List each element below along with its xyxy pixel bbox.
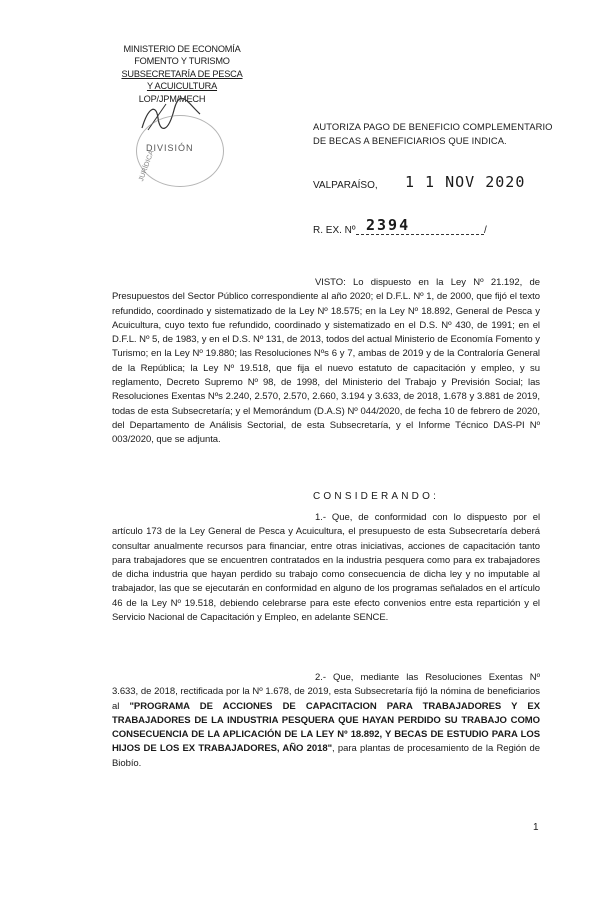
stamp-label: DIVISIÓN	[146, 143, 194, 153]
resolution-label: R. EX. Nº	[313, 225, 356, 236]
stamp-arc-text: JURÍDICA	[138, 149, 156, 183]
subsecretariat-name-2: Y ACUICULTURA	[146, 81, 218, 91]
paragraph-2-end: , para plantas de procesamiento de la Región de Biobío.	[112, 743, 540, 769]
ministry-name-2: FOMENTO Y TURISMO	[134, 56, 230, 66]
document-subject: AUTORIZA PAGO DE BENEFICIO COMPLEMENTARIO DE BECAS A BENEFICIARIOS QUE INDICA.	[313, 121, 553, 146]
ministry-name: MINISTERIO DE ECONOMÍA	[123, 44, 241, 54]
visto-paragraph: VISTO: Lo dispuesto en la Ley Nº 21.192, de Presupuestos del Sector Público correspondiente al año 2020; el D.F.L. Nº 1, de 2000, que fijó el texto refundido, coordinado y sistematizado de la Ley Nº 18.575; en la Ley Nº 18.892, General de Pesca y Acuicultura, cuyo texto fue refundido, coordinado y sistematizado en el D.S. Nº 430, de 1991; en el D.F.L. Nº 5, de 1983, y en el D.S. Nº 131, de 2013, todos del actual Ministerio de Economía Fomento y Turismo; en la Ley Nº 19.880; las Resoluciones Nºs 6 y 7, ambas de 2019 y de la Contraloría General de la República; la Ley Nº 19.518, que fija el nuevo estatuto de capacitación y empleo, y su reglamento, Decreto Supremo Nº 98, de 1998, del Ministerio del Trabajo y Previsión Social; las Resoluciones Exentas Nºs 2.240, 2.570, 2.570, 2.660, 3.194 y 3.633, de 2018, 1.678 y 3.881 de 2019, todas de esta Subsecretaría; y el Memorándum (D.A.S) Nº 044/2020, de fecha 10 de febrero de 2020, del Departamento de Análisis Sectorial, de esta Subsecretaría, y el Informe Técnico DAS-PI Nº 003/2020, que se adjunta.	[112, 277, 540, 446]
reference-initials: LOP/JPM/MECH	[138, 94, 206, 104]
considerando-paragraph-1: 1.- Que, de conformidad con lo dispuesto por el artículo 173 de la Ley General de Pesca y Acuicultura, el presupuesto de esta Subsecretaría deberá consultar anualmente recursos para financiar, entre otras iniciativas, acciones de capacitación tanto para trabajadores que se encuentren contratados en la industria pesquera como para ex trabajadores de dicha industria que hayan perdido su trabajo como consecuencia de dicha ley y no imputable al trabajador, las que se ejecutarán en conformidad en alguno de los programas señalados en el artículo 46 de la Ley Nº 19.518, debiendo celebrarse para este efecto convenios entre esta repartición y el Servicio Nacional de Capacitación y Empleo, en adelante SENCE.	[112, 512, 540, 624]
paragraph-2-start: 2.- Que, mediante las Resoluciones Exentas Nº 3.633, de 2018, rectificada por la Nº 1.678, de 2019, esta Subsecretaría fijó la nómina de beneficiarios al	[112, 672, 540, 712]
considerando-paragraph-2	[112, 671, 540, 771]
resolution-number: 2394	[366, 216, 411, 234]
page-number: 1	[533, 822, 539, 833]
date-stamp: 1 1 NOV 2020	[405, 173, 526, 191]
resolution-underline	[356, 234, 484, 235]
subsecretariat-name: SUBSECRETARÍA DE PESCA	[121, 69, 243, 79]
program-name: "PROGRAMA DE ACCIONES DE CAPACITACION PARA TRABAJADORES Y EX TRABAJADORES DE LA INDUSTRIA PESQUERA QUE HAYAN PERDIDO SU TRABAJO COMO CONSECUENCIA DE LA APLICACIÓN DE LA LEY Nº 18.892, Y BECAS DE ESTUDIO PARA LOS HIJOS DE LOS EX TRABAJADORES, AÑO 2018"	[112, 700, 540, 755]
place-label: VALPARAÍSO,	[313, 180, 378, 191]
resolution-slash: /	[484, 225, 487, 236]
considerando-heading: CONSIDERANDO:	[313, 491, 440, 502]
